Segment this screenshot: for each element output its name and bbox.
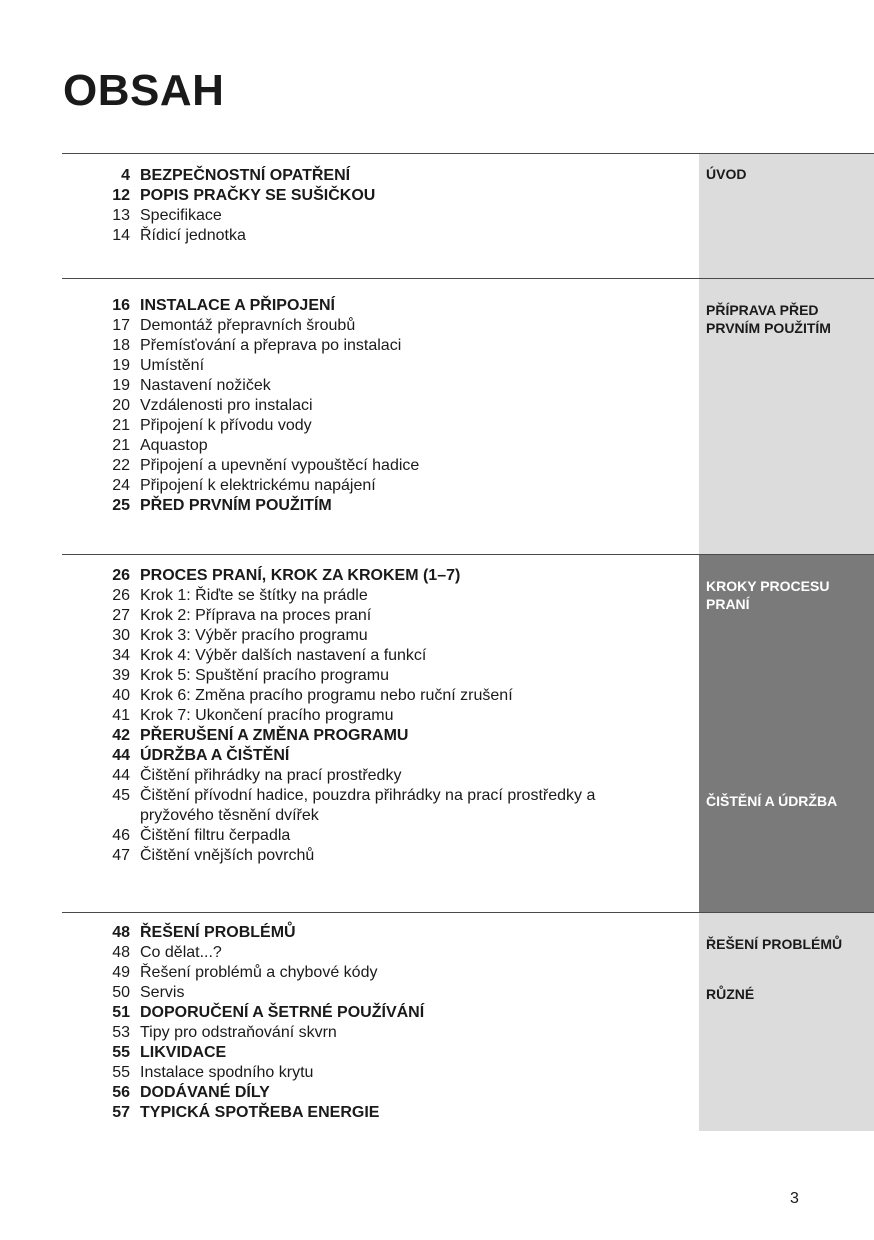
toc-entry-text: Krok 3: Výběr pracího programu <box>140 627 368 644</box>
toc-page-number: 48 <box>112 924 130 941</box>
toc-entry-text: PŘERUŠENÍ A ZMĚNA PROGRAMU <box>140 727 409 744</box>
side-tab-label: ÚVOD <box>706 166 747 182</box>
side-tab-label: ŘEŠENÍ PROBLÉMŮ <box>706 936 843 952</box>
toc-entry-text: POPIS PRAČKY SE SUŠIČKOU <box>140 187 376 204</box>
toc-page-number: 26 <box>112 567 130 584</box>
toc-page-number: 46 <box>112 827 130 844</box>
side-tab-label: ČIŠTĚNÍ A ÚDRŽBA <box>706 793 838 809</box>
toc-page-number: 42 <box>112 727 130 744</box>
toc-entry-text: Připojení k elektrickému napájení <box>140 477 376 494</box>
toc-page-number: 25 <box>112 497 130 514</box>
toc-entry-text: Aquastop <box>140 437 208 454</box>
toc-entry-text: DOPORUČENÍ A ŠETRNÉ POUŽÍVÁNÍ <box>140 1004 425 1021</box>
toc-page-number: 30 <box>112 627 130 644</box>
toc-page-number: 12 <box>112 187 130 204</box>
page-title: OBSAH <box>63 66 225 115</box>
toc-page-number: 26 <box>112 587 130 604</box>
toc-page-number: 49 <box>112 964 130 981</box>
toc-section-kroky <box>62 554 874 913</box>
toc-page-number: 19 <box>112 377 130 394</box>
toc-page-number: 20 <box>112 397 130 414</box>
side-tab-label: PŘÍPRAVA PŘED PRVNÍM POUŽITÍM <box>706 302 831 336</box>
toc-entry-text: Čištění přihrádky na prací prostředky <box>140 767 402 784</box>
toc-page-number: 34 <box>112 647 130 664</box>
toc-page-number: 56 <box>112 1084 130 1101</box>
toc-page-number: 53 <box>112 1024 130 1041</box>
toc-entry-text: Umístění <box>140 357 205 374</box>
toc-entry-text: Řídicí jednotka <box>140 227 246 244</box>
toc-page-number: 17 <box>112 317 130 334</box>
page-number: 3 <box>790 1190 799 1207</box>
side-tab <box>699 279 874 555</box>
toc-section-reseni <box>62 912 874 1131</box>
toc-section-priprava <box>62 278 874 555</box>
toc-entry-text: Krok 6: Změna pracího programu nebo ruční zrušení <box>140 687 513 704</box>
toc-entry-text: Krok 4: Výběr dalších nastavení a funkcí <box>140 647 427 664</box>
toc-entry-text: Tipy pro odstraňování skvrn <box>140 1024 337 1041</box>
side-tab <box>699 154 874 279</box>
toc-entry-text: Řešení problémů a chybové kódy <box>140 964 378 981</box>
toc-entry-text: INSTALACE A PŘIPOJENÍ <box>140 297 335 314</box>
toc-entry-text: Připojení a upevnění vypouštěcí hadice <box>140 457 420 474</box>
toc-entry-text: Krok 5: Spuštění pracího programu <box>140 667 390 684</box>
toc-entry-text: ÚDRŽBA A ČIŠTĚNÍ <box>140 747 290 764</box>
side-tab-label: KROKY PROCESU PRANÍ <box>706 578 830 612</box>
toc-page-number: 55 <box>112 1064 130 1081</box>
toc-page-number: 50 <box>112 984 130 1001</box>
toc-entry-text: Připojení k přívodu vody <box>140 417 312 434</box>
toc-page-number: 27 <box>112 607 130 624</box>
toc-page-number: 57 <box>112 1104 130 1121</box>
toc-entry-text: TYPICKÁ SPOTŘEBA ENERGIE <box>140 1104 380 1121</box>
toc-entry-text: Přemísťování a přeprava po instalaci <box>140 337 402 354</box>
toc-page-number: 18 <box>112 337 130 354</box>
toc-entry-text: Čištění přívodní hadice, pouzdra přihrádky na prací prostředky a <box>140 787 596 804</box>
toc-entry-text: Čištění filtru čerpadla <box>140 827 291 844</box>
toc-page-number: 22 <box>112 457 130 474</box>
toc-entry-text: Krok 2: Příprava na proces praní <box>140 607 372 624</box>
toc-page-number: 21 <box>112 437 130 454</box>
toc-page-number: 40 <box>112 687 130 704</box>
toc-page-number: 55 <box>112 1044 130 1061</box>
toc-page-number: 41 <box>112 707 130 724</box>
toc-page-number: 19 <box>112 357 130 374</box>
toc-page-number: 4 <box>121 167 130 184</box>
toc-page-number: 21 <box>112 417 130 434</box>
side-tab <box>699 555 874 913</box>
side-tab <box>699 913 874 1131</box>
toc-page-number: 48 <box>112 944 130 961</box>
toc-entry-text: PŘED PRVNÍM POUŽITÍM <box>140 497 332 514</box>
toc-section-uvod <box>62 153 874 279</box>
toc-entry-text: Čištění vnějších povrchů <box>140 847 315 864</box>
toc-page-number: 45 <box>112 787 130 804</box>
toc-entry-text: Vzdálenosti pro instalaci <box>140 397 313 414</box>
toc-entry-text: ŘEŠENÍ PROBLÉMŮ <box>140 924 296 941</box>
toc-entry-text: Krok 1: Řiďte se štítky na prádle <box>140 587 368 604</box>
toc-page-number: 14 <box>112 227 130 244</box>
toc-page-number: 24 <box>112 477 130 494</box>
toc-entry-text: Specifikace <box>140 207 222 224</box>
toc-page-number: 39 <box>112 667 130 684</box>
toc-entry-text: LIKVIDACE <box>140 1044 227 1061</box>
toc-page-number: 47 <box>112 847 130 864</box>
toc-page-number: 51 <box>112 1004 130 1021</box>
toc-entry-text: BEZPEČNOSTNÍ OPATŘENÍ <box>140 167 351 184</box>
toc-entry-text: DODÁVANÉ DÍLY <box>140 1084 270 1101</box>
toc-entry-text: Demontáž přepravních šroubů <box>140 317 356 334</box>
toc-entry-text: Instalace spodního krytu <box>140 1064 314 1081</box>
side-tab-label: RŮZNÉ <box>706 986 755 1002</box>
toc-entry-text: pryžového těsnění dvířek <box>140 807 319 824</box>
toc-entry-text: Krok 7: Ukončení pracího programu <box>140 707 394 724</box>
toc-entry-text: Nastavení nožiček <box>140 377 271 394</box>
toc-page-number: 13 <box>112 207 130 224</box>
toc-page-number: 44 <box>112 767 130 784</box>
toc-page-number: 44 <box>112 747 130 764</box>
toc-entry-text: Co dělat...? <box>140 944 222 961</box>
toc-entry-text: Servis <box>140 984 185 1001</box>
toc-entry-text: PROCES PRANÍ, KROK ZA KROKEM (1–7) <box>140 567 461 584</box>
toc-page-number: 16 <box>112 297 130 314</box>
